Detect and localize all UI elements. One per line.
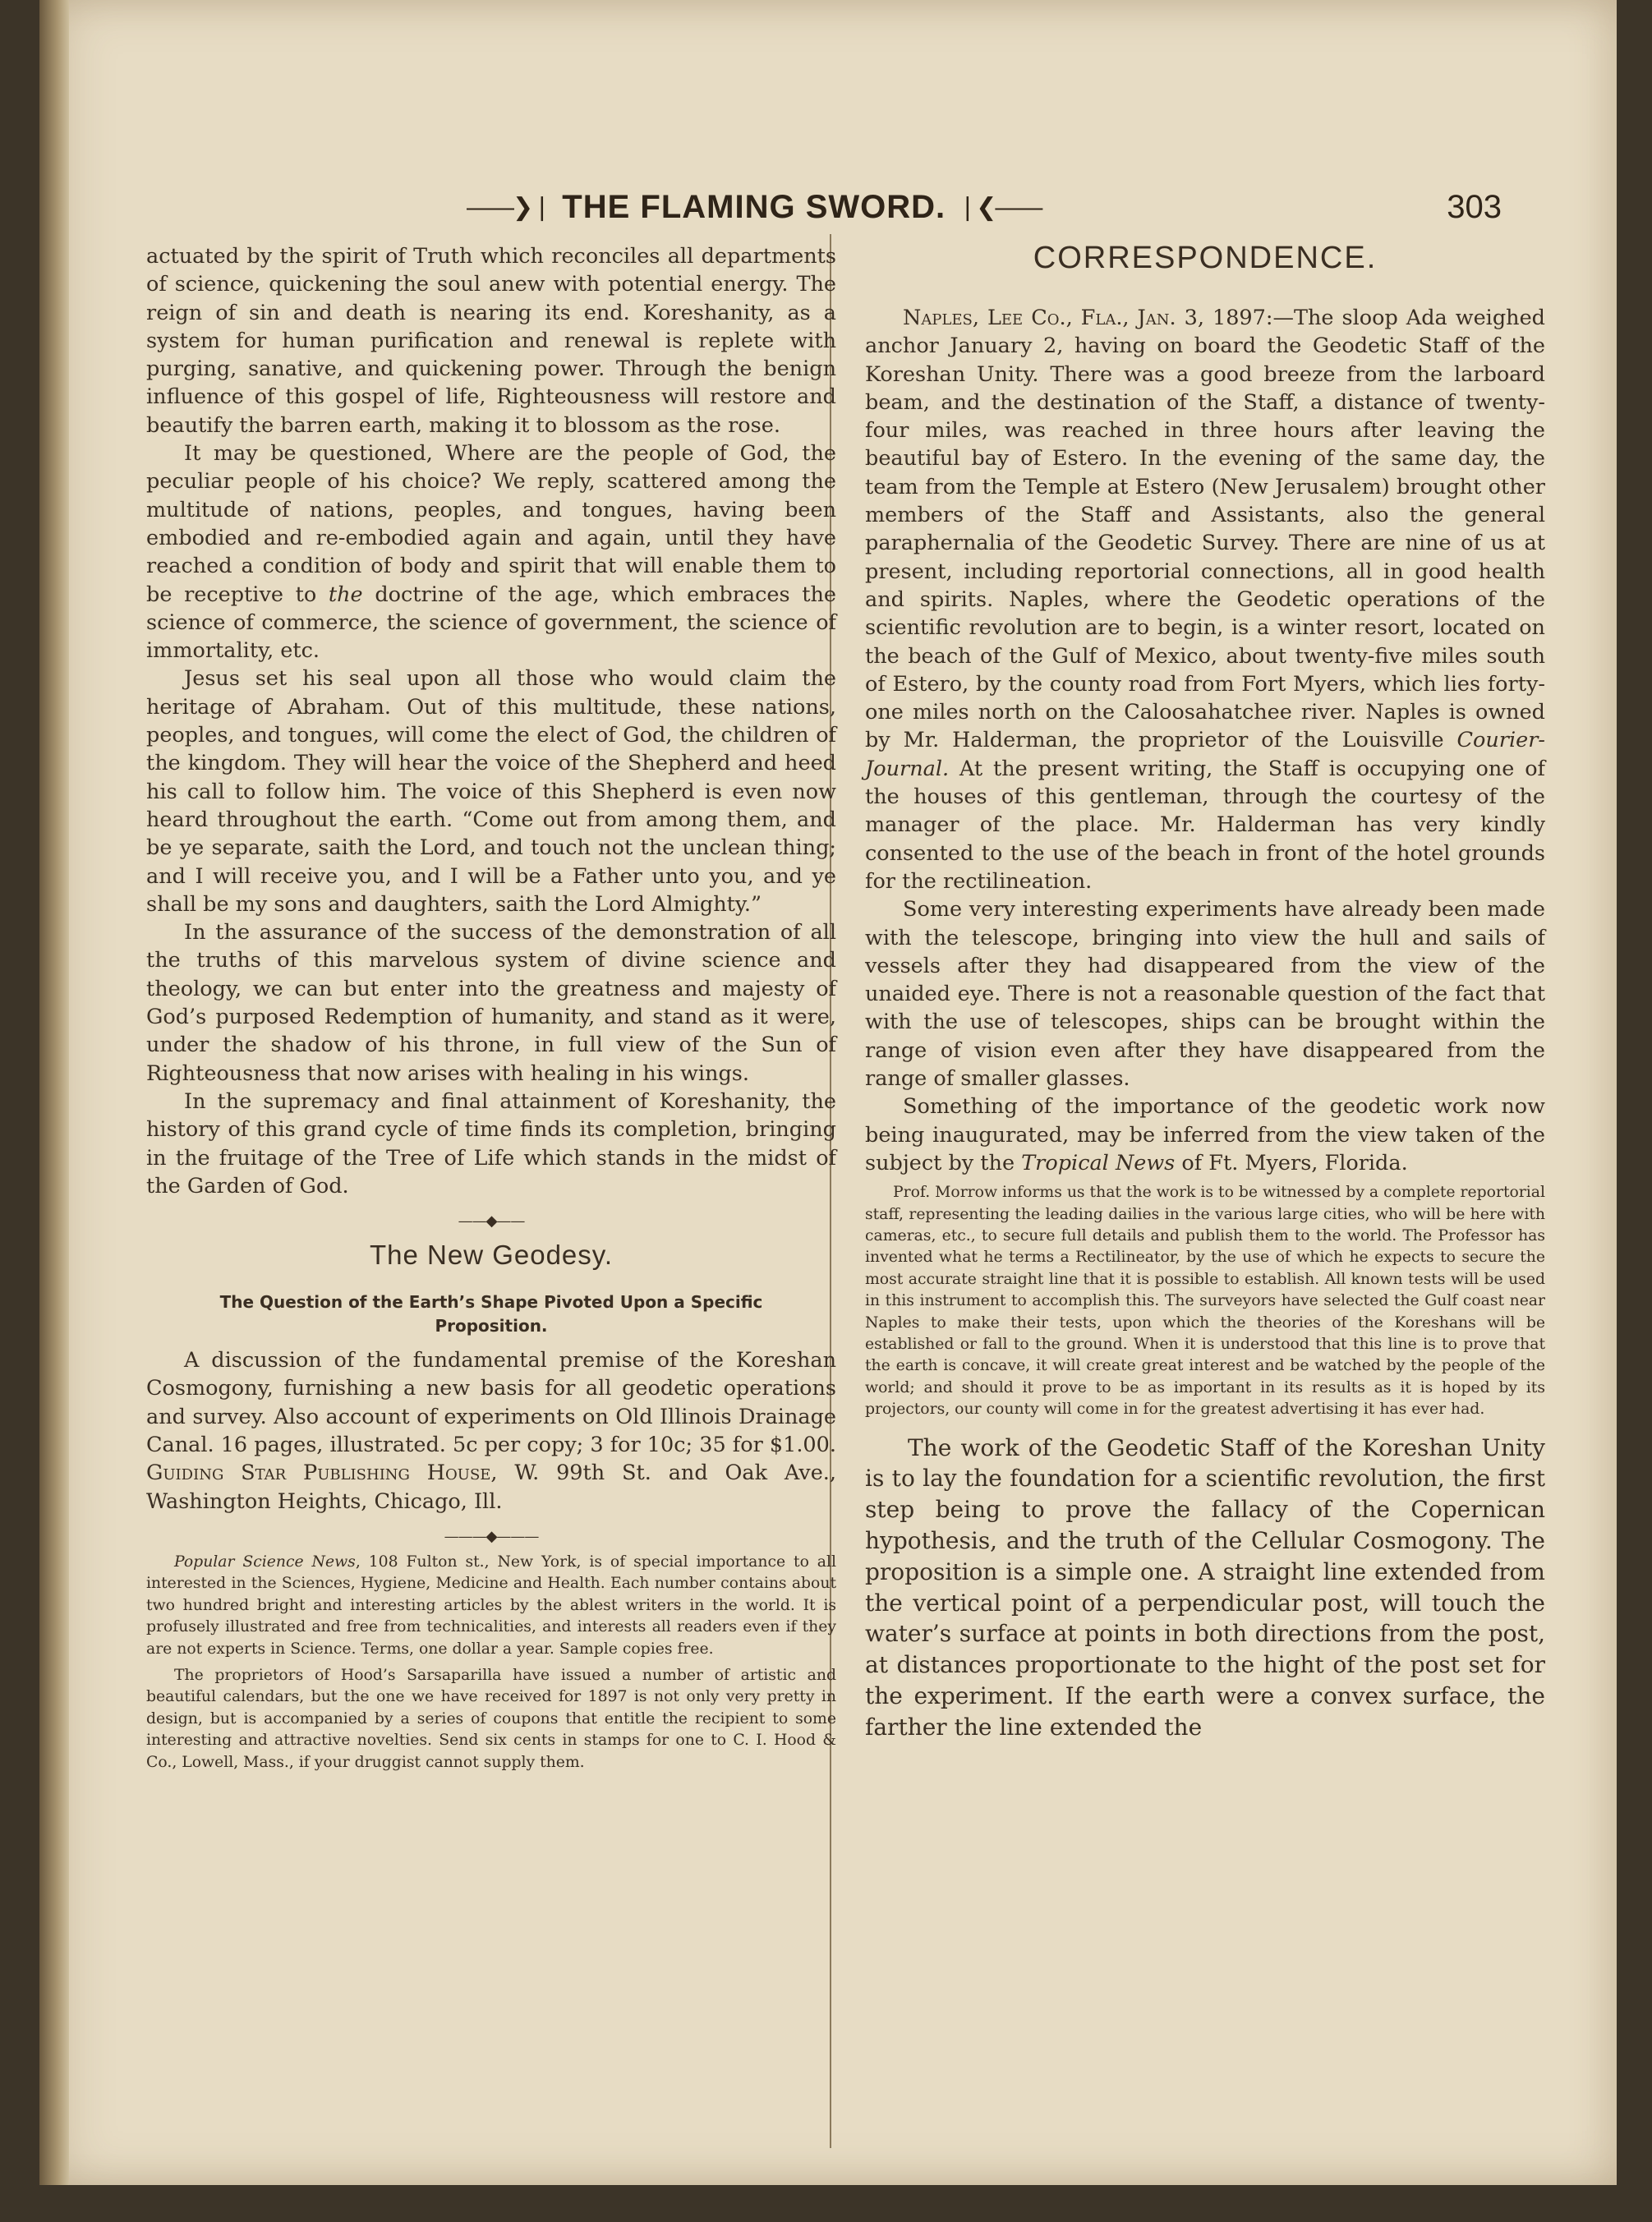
journal-title: THE FLAMING SWORD. bbox=[562, 188, 946, 225]
dateline: Naples, Lee Co., Fla., Jan. 3, 1897 bbox=[903, 306, 1266, 330]
right-paragraph-2: Some very interesting experiments have already been made with the telescope, bringing into view the hull and sails of vessels after they had disappeared from the view of the unaided eye. There is not a reasonable question of the fact that with the use of telescopes, ships can be brought within the range of vision even after they have disappeared from the range of smaller glasses. bbox=[865, 897, 1545, 1092]
right-paragraph-1: Naples, Lee Co., Fla., Jan. 3, 1897:—The sloop Ada weighed anchor January 2, having on board the Geodetic Staff of the Koreshan Unity. There was a good breeze from the larboard beam, and the destination of the Staff, a distance of twenty-four miles, was reached in three hours after leaving the beautiful bay of Estero. In the evening of the same day, the team from the Temple at Estero (New Jerusalem) brought other members of the Staff and Assistants, also the general paraphernalia of the Geodetic Survey. There are nine of us at present, including reportorial connections, all in good health and spirits. Naples, where the Geodetic operations of the scientific revolution are to begin, is a winter resort, located on the beach of the Gulf of Mexico, about twenty-five miles south of Estero, by the county road from Fort Myers, which lies forty-one miles north on the Caloosahatchee river. Naples is owned by Mr. Halderman, the proprietor of the Louisville Courier-Journal. At the present writing, the Staff is occupying one of the houses of this gentleman, through the courtesy of the manager of the place. Mr. Halderman has very kindly consented to the use of the beach in front of the hotel grounds for the rectilineation. bbox=[865, 306, 1545, 894]
right-paragraph-4: The work of the Geodetic Staff of the Koreshan Unity is to lay the foundation for a scientific revolution, the first step being to prove the fallacy of the Copernican hypothesis, and the truth of the Cellular Cosmogony. The proposition is a simple one. A straight line extended from the vertical point of a perpendicular post, will touch the water’s surface at points in both directions from the post, at distances proportionate to the hight of the post set for the experiment. If the earth were a convex surface, the farther the line extended the bbox=[865, 1433, 1545, 1741]
left-paragraph-3: Jesus set his seal upon all those who would claim the heritage of Abraham. Out of this multitude, these nations, peoples, and tongues, will come the elect of God, the children of the kingdom. They will hear the voice of the Shepherd and heed his call to follow him. The voice of this Shepherd is even now heard throughout the earth. “Come out from among them, and be ye separate, saith the Lord, and touch not the unclean thing; and I will receive you, and I will be a Father unto you, and ye shall be my sons and daughters, saith the Lord Almighty.” bbox=[146, 666, 836, 917]
section-ornament-rule: ——◆—— bbox=[458, 1212, 525, 1231]
header-ornament-right: ❘❮—— bbox=[957, 193, 1042, 221]
running-header bbox=[467, 182, 1535, 232]
correspondence-title: CORRESPONDENCE. bbox=[1033, 241, 1378, 275]
left-paragraph-2: It may be questioned, Where are the people of God, the peculiar people of his choice? We reply, scattered among the multitude of nations, peoples, and tongues, having been embodied and re-embodied again and again, until they have reached a condition of body and spirit that will enable them to be receptive to the doctrine of the age, which embraces the science of commerce, the science of government, the science of immortality, etc. bbox=[146, 441, 836, 664]
left-paragraph-1: actuated by the spirit of Truth which reconciles all departments of science, quickening the soul anew with potential energy. The reign of sin and death is nearing its end. Koreshanity, as a system for human purification and renewal is replete with purging, sanative, and quickening power. Through the benign influence of this gospel of life, Righteousness will restore and beautify the barren earth, making it to blossom as the rose. bbox=[146, 244, 836, 438]
right-paragraph-3: Something of the importance of the geodetic work now being inaugurated, may be inferred from the view taken of the subject by the Tropical News of Ft. Myers, Florida. bbox=[865, 1094, 1545, 1175]
book-page bbox=[39, 0, 1617, 2185]
notice-popular-science: Popular Science News, 108 Fulton st., New York, is of special importance to all interested in the Sciences, Hygiene, Medicine and Health. Each number contains about two hundred bright and interesting articles by the ablest writers in the world. It is profusely illustrated and free from technicalities, and interests all readers even if they are not experts in Science. Terms, one dollar a year. Sample copies free. bbox=[146, 1553, 836, 1658]
tropical-news-quote: Prof. Morrow informs us that the work is to be witnessed by a complete reportorial staff, representing the leading dailies in the various large cities, who will be here with cameras, etc., to secure full details and publish them to the world. The Professor has invented what he terms a Rectilineator, by the use of which he expects to secure the most accurate straight line that it is possible to establish. All known tests will be used in this instrument to accomplish this. The surveyors have selected the Gulf coast near Naples to make their tests, upon which the theories of the Koreshans will be established or fall to the ground. When it is understood that this line is to prove that the earth is concave, it will create great interest and be watched by the people of the world; and should it prove to be as important in its results as it is hoped by its projectors, our county will come in for the greatest advertising it has ever had. bbox=[865, 1184, 1545, 1419]
left-column bbox=[146, 242, 836, 1773]
geodesy-paragraph: A discussion of the fundamental premise of the Koreshan Cosmogony, furnishing a new basis for all geodetic operations and survey. Also account of experiments on Old Illinois Drainage Canal. 16 pages, illustrated. 5c per copy; 3 for 10c; 35 for $1.00. Guiding Star Publishing House, W. 99th St. and Oak Ave., Washington Heights, Chicago, Ill. bbox=[146, 1348, 836, 1514]
publisher-name: Guiding Star Publishing House bbox=[146, 1461, 491, 1486]
left-paragraph-5: In the supremacy and final attainment of Koreshanity, the history of this grand cycle of time finds its completion, bringing in the fruitage of the Tree of Life which stands in the midst of the Garden of God. bbox=[146, 1088, 836, 1198]
page-binding-edge bbox=[39, 0, 69, 2185]
section-subtitle: The Question of the Earth’s Shape Pivoted Upon a Specific Proposition. bbox=[219, 1292, 763, 1336]
page-number: 303 bbox=[1447, 188, 1502, 225]
notice-ornament-rule: ———◆——— bbox=[444, 1527, 539, 1545]
right-column bbox=[865, 242, 1545, 1743]
left-paragraph-4: In the assurance of the success of the demonstration of all the truths of this marvelous system of divine science and theology, we can but enter into the greatness and majesty of God’s purposed Redemption of humanity, and stand as it were, under the shadow of his throne, in full view of the Sun of Righteousness that now arises with healing in his wings. bbox=[146, 920, 836, 1086]
section-title: The New Geodesy. bbox=[369, 1240, 614, 1271]
header-ornament-left: ——❯❘ bbox=[467, 193, 551, 221]
notice-hoods-sarsaparilla: The proprietors of Hood’s Sarsaparilla have issued a number of artistic and beautiful calendars, but the one we have received for 1897 is not only very pretty in design, but is accompanied by a series of coupons that entitle the recipient to some interesting and attractive novelties. Send six cents in stamps for one to C. I. Hood & Co., Lowell, Mass., if your druggist cannot supply them. bbox=[146, 1666, 836, 1771]
